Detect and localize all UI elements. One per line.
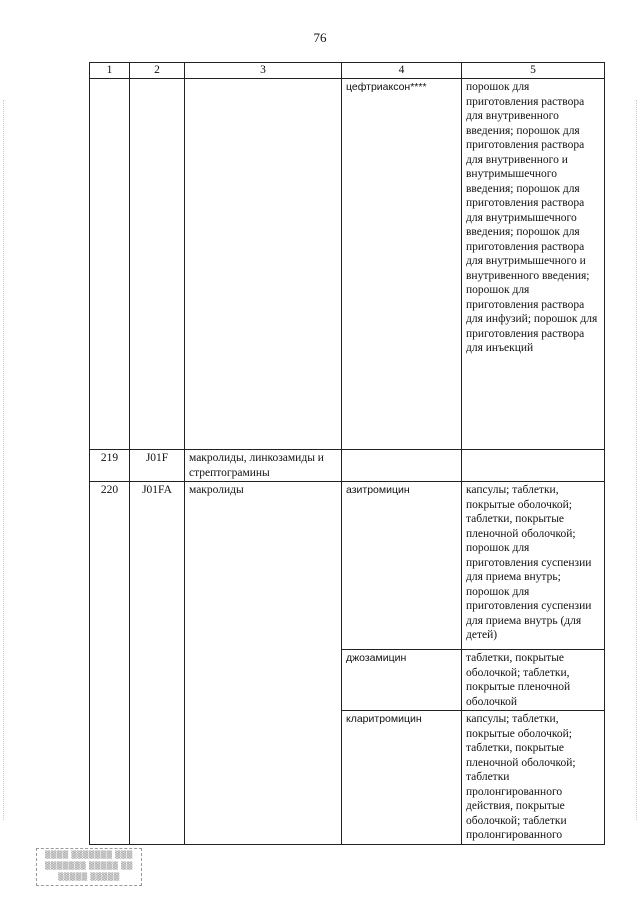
table-row-continued	[90, 79, 605, 450]
drug-name-cell	[342, 450, 462, 482]
column-header: 3	[185, 63, 342, 79]
scan-edge-left	[3, 100, 5, 820]
group-name-cell: макролиды	[185, 482, 342, 845]
atc-code-cell: J01FA	[130, 482, 185, 845]
faded-stamp: ▒▒▒▒ ▒▒▒▒▒▒▒ ▒▒▒ ▒▒▒▒▒▒▒ ▒▒▒▒▒ ▒▒ ▒▒▒▒▒ ▒▒▒▒▒	[36, 848, 142, 886]
column-header: 2	[130, 63, 185, 79]
table-row-220-a	[90, 482, 605, 650]
atc-code-cell: J01F	[130, 450, 185, 482]
page-number: 76	[313, 30, 327, 45]
drug-name-cell: азитромицин	[342, 482, 462, 650]
dosage-form-cell: порошок для приготовления раствора для внутривенного введения; порошок для приготовления раствора для внутривенного и внутримышечного введения; порошок для приготовления раствора для внутримышечного введения; порошок для приготовления раствора для внутримышечного и внутривенного введения; порошок для приготовления раствора для инфузий; порошок для приготовления раствора для инъекций	[462, 79, 605, 450]
column-header: 1	[90, 63, 130, 79]
dosage-form-cell: таблетки, покрытые оболочкой; таблетки, покрытые пленочной оболочкой	[462, 650, 605, 711]
row-number-cell: 219	[90, 450, 130, 482]
group-name-cell: макролиды, линкозамиды и стрептограмины	[185, 450, 342, 482]
drug-name-cell: кларитромицин	[342, 711, 462, 845]
scan-edge-right	[636, 100, 638, 820]
dosage-form-cell: капсулы; таблетки, покрытые оболочкой; таблетки, покрытые пленочной оболочкой; порошок для приготовления суспензии для приема внутрь; порошок для приготовления суспензии для приема внутрь (для детей)	[462, 482, 605, 650]
row-number-cell: 220	[90, 482, 130, 845]
table-header-row	[90, 63, 605, 79]
column-header: 5	[462, 63, 605, 79]
table-row-219	[90, 450, 605, 482]
dosage-form-cell	[462, 450, 605, 482]
atc-code-cell	[130, 79, 185, 450]
group-name-cell	[185, 79, 342, 450]
row-number-cell	[90, 79, 130, 450]
dosage-form-cell: капсулы; таблетки, покрытые оболочкой; таблетки, покрытые пленочной оболочкой; таблетки пролонгированного действия, покрытые оболочкой; таблетки пролонгированного	[462, 711, 605, 845]
medications-table	[89, 62, 605, 845]
drug-name-cell: цефтриаксон****	[342, 79, 462, 450]
column-header: 4	[342, 63, 462, 79]
drug-name-cell: джозамицин	[342, 650, 462, 711]
